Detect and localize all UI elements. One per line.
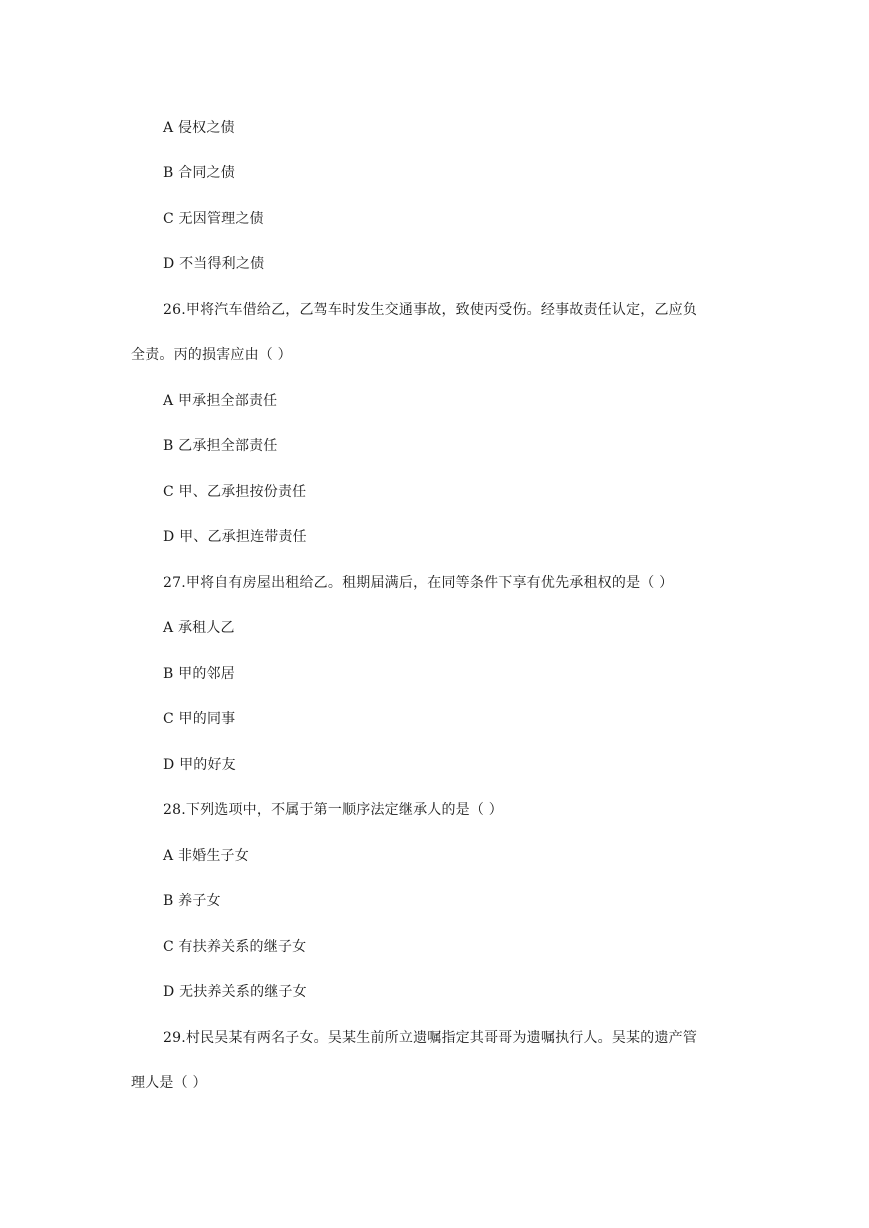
question-26-line-1: 26.甲将汽车借给乙，乙驾车时发生交通事故，致使丙受伤。经事故责任认定，乙应负 (163, 302, 698, 318)
question-27-line-1: 27.甲将自有房屋出租给乙。租期届满后，在同等条件下享有优先承租权的是（ ） (163, 575, 674, 591)
option-a-q27: A 承租人乙 (163, 620, 235, 636)
option-d-q27: D 甲的好友 (163, 757, 236, 773)
option-c-q26: C 甲、乙承担按份责任 (163, 484, 307, 500)
question-28-line-1: 28.下列选项中，不属于第一顺序法定继承人的是（ ） (163, 802, 503, 818)
option-b-q25: B 合同之债 (163, 165, 235, 181)
option-a-q26: A 甲承担全部责任 (163, 393, 278, 409)
option-d-q28: D 无扶养关系的继子女 (163, 984, 307, 1000)
question-29-line-2: 理人是（ ） (131, 1075, 207, 1091)
option-b-q28: B 养子女 (163, 893, 221, 909)
option-c-q27: C 甲的同事 (163, 711, 236, 727)
option-d-q26: D 甲、乙承担连带责任 (163, 529, 307, 545)
option-b-q27: B 甲的邻居 (163, 666, 235, 682)
option-b-q26: B 乙承担全部责任 (163, 438, 278, 454)
option-a-q28: A 非婚生子女 (163, 848, 249, 864)
option-c-q28: C 有扶养关系的继子女 (163, 939, 307, 955)
option-d-q25: D 不当得利之债 (163, 256, 265, 272)
question-26-line-2: 全责。丙的损害应由（ ） (131, 347, 292, 363)
option-c-q25: C 无因管理之债 (163, 211, 264, 227)
question-29-line-1: 29.村民吴某有两名子女。吴某生前所立遗嘱指定其哥哥为遗嘱执行人。吴某的遗产管 (163, 1030, 698, 1046)
option-a-q25: A 侵权之债 (163, 120, 235, 136)
